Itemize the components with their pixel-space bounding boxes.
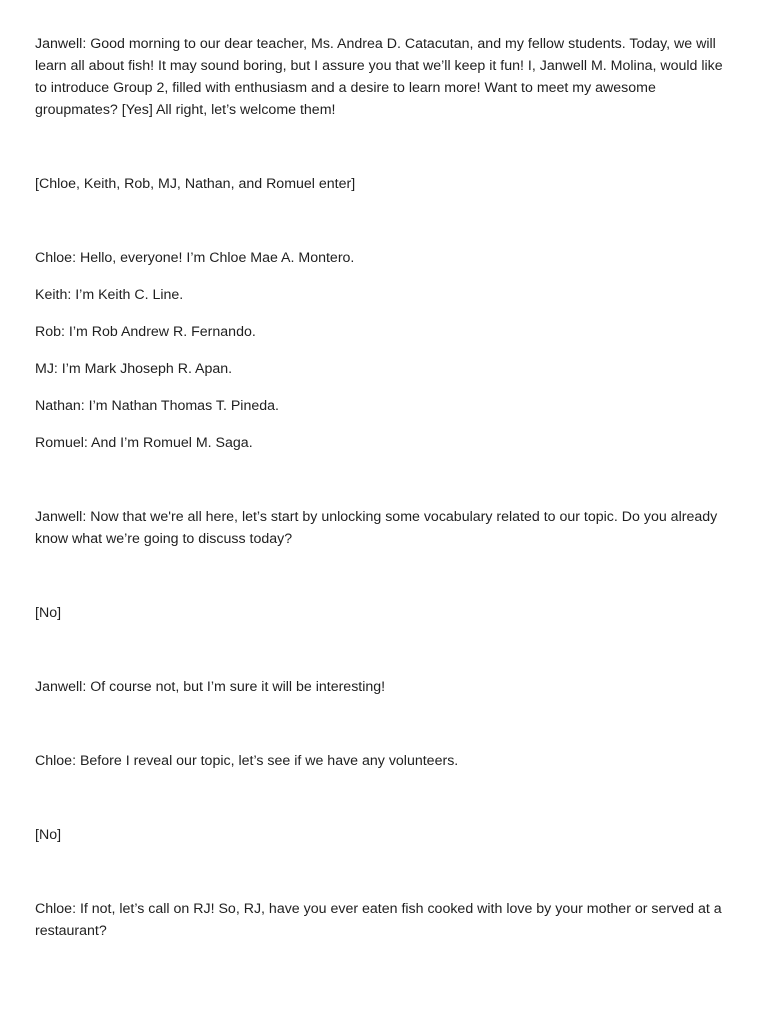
paragraph-audience-response-no-2: [No]	[35, 827, 62, 843]
paragraph-mj-intro: MJ: I’m Mark Jhoseph R. Apan.	[35, 361, 233, 377]
paragraph-chloe-volunteers: Chloe: Before I reveal our topic, let’s see if we have any volunteers.	[35, 753, 459, 769]
paragraph-chloe-intro: Chloe: Hello, everyone! I’m Chloe Mae A. Montero.	[35, 250, 355, 266]
paragraph-janwell-vocabulary: Janwell: Now that we're all here, let’s start by unlocking some vocabulary related to our topic. Do you already know what we’re going to discuss today?	[35, 509, 718, 547]
paragraph-janwell-interesting: Janwell: Of course not, but I’m sure it will be interesting!	[35, 679, 386, 695]
paragraph-nathan-intro: Nathan: I’m Nathan Thomas T. Pineda.	[35, 398, 279, 414]
paragraph-audience-response-no: [No]	[35, 605, 62, 621]
paragraph-keith-intro: Keith: I’m Keith C. Line.	[35, 287, 184, 303]
paragraph-chloe-call-rj: Chloe: If not, let’s call on RJ! So, RJ, have you ever eaten fish cooked with love by your mother or served at a restaurant?	[35, 901, 722, 939]
document-body	[35, 33, 735, 942]
paragraph-rob-intro: Rob: I’m Rob Andrew R. Fernando.	[35, 324, 256, 340]
paragraph-janwell-intro: Janwell: Good morning to our dear teacher, Ms. Andrea D. Catacutan, and my fellow students. Today, we will learn all about fish! It may sound boring, but I assure you that we’ll keep it fun! I, Janwell M. Molina, would like to introduce Group 2, filled with enthusiasm and a desire to learn more! Want to meet my awesome groupmates? [Yes] All right, let’s welcome them!	[35, 36, 723, 118]
paragraph-stage-direction-enter: [Chloe, Keith, Rob, MJ, Nathan, and Romuel enter]	[35, 176, 356, 192]
paragraph-romuel-intro: Romuel: And I’m Romuel M. Saga.	[35, 435, 253, 451]
